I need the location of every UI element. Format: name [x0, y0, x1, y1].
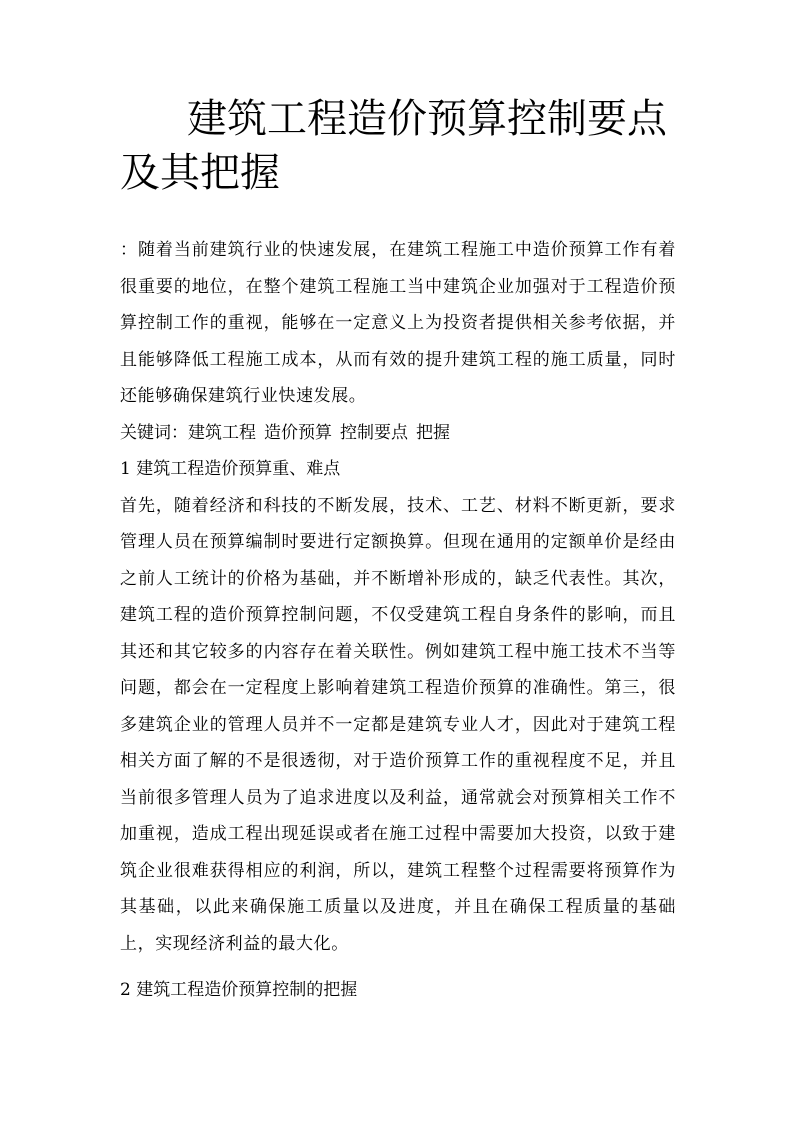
keyword: 控制要点 [340, 422, 408, 443]
section-heading: 1 建筑工程造价预算重、难点 [120, 459, 341, 479]
document-title: 建筑工程造价预算控制要点及其把握 [120, 96, 667, 196]
section-heading: 2 建筑工程造价预算控制的把握 [120, 980, 358, 1000]
keywords-line [120, 415, 676, 452]
document-page [120, 92, 676, 1009]
keyword: 把握 [416, 422, 450, 443]
keyword: 造价预算 [264, 422, 332, 443]
keywords-label: 关键词： [120, 422, 188, 443]
abstract-paragraph: ：随着当前建筑行业的快速发展，在建筑工程施工中造价预算工作有着很重要的地位，在整个建筑工程施工当中建筑企业加强对于工程造价预算控制工作的重视，能够在一定意义上为投资者提供相关参考依据，并且能够降低工程施工成本，从而有效的提升建筑工程的施工质量，同时还能够确保建筑行业快速发展。 [120, 240, 676, 406]
keyword: 建筑工程 [188, 422, 256, 443]
section-body: 首先，随着经济和科技的不断发展，技术、工艺、材料不断更新，要求管理人员在预算编制时要进行定额换算。但现在通用的定额单价是经由之前人工统计的价格为基础，并不断增补形成的，缺乏代表性。其次，建筑工程的造价预算控制问题，不仅受建筑工程自身条件的影响，而且其还和其它较多的内容存在着关联性。例如建筑工程中施工技术不当等问题，都会在一定程度上影响着建筑工程造价预算的准确性。第三，很多建筑企业的管理人员并不一定都是建筑专业人才，因此对于建筑工程相关方面了解的不是很透彻，对于造价预算工作的重视程度不足，并且当前很多管理人员为了追求进度以及利益，通常就会对预算相关工作不加重视，造成工程出现延误或者在施工过程中需要加大投资，以致于建筑企业很难获得相应的利润，所以，建筑工程整个过程需要将预算作为其基础，以此来确保施工质量以及进度，并且在确保工程质量的基础上，实现经济利益的最大化。 [120, 495, 676, 954]
